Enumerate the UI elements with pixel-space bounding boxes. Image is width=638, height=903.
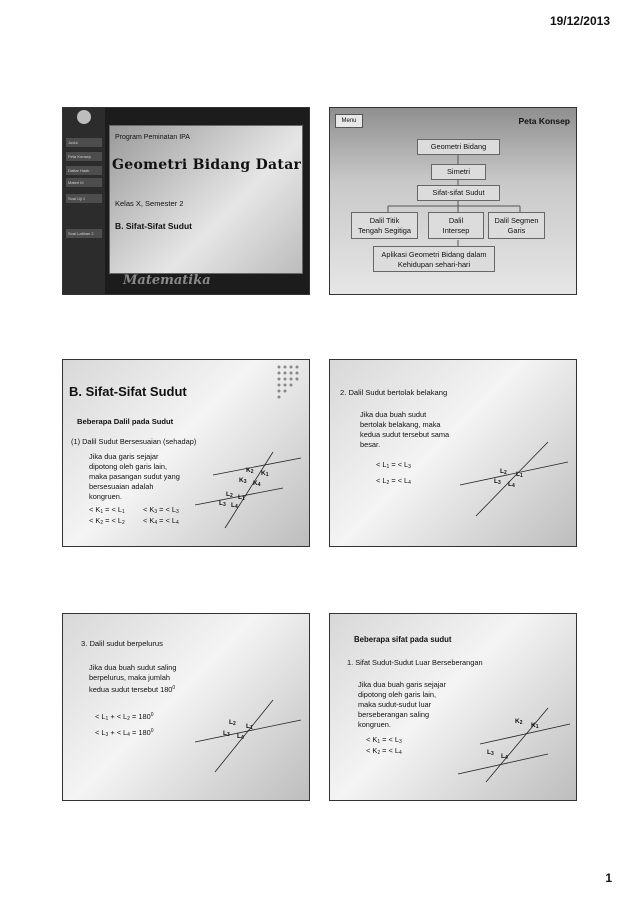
slide-dalil-berpelurus	[62, 613, 310, 801]
node-aplikasi-line2: Kehidupan sehari-hari	[397, 260, 471, 269]
angle-label: $L_1$	[516, 471, 523, 479]
node-dalil-segmen-line2: Garis	[507, 226, 526, 235]
angle-label: $K_4$	[253, 480, 261, 488]
angle-label: $L_4$	[508, 481, 515, 489]
slide-main-title: Geometri Bidang Datar	[112, 157, 302, 173]
text-line: kongruen.	[89, 492, 122, 501]
angle-label: $K_3$	[239, 477, 247, 485]
text-line: Jika dua buah garis sejajar	[358, 680, 446, 689]
equation: < $K_3$ = < $L_3$	[143, 505, 179, 515]
equation: < $K_2$ = < $L_4$	[366, 746, 402, 756]
logo-icon	[77, 110, 91, 124]
text-line: bertolak belakang, maka	[360, 420, 441, 429]
slide-heading: 2. Dalil Sudut bertolak belakang	[340, 388, 448, 397]
sidebar-item-judul[interactable]: Judul	[66, 138, 102, 147]
angle-label: $K_2$	[515, 718, 523, 726]
angle-label: $L_2$	[226, 491, 233, 499]
slide-sidebar	[63, 108, 105, 294]
item-heading: (1) Dalil Sudut Bersesuaian (sehadap)	[71, 437, 197, 446]
text-line: kongruen.	[358, 720, 391, 729]
slide-heading: B. Sifat-Sifat Sudut	[69, 384, 187, 399]
slide-heading: 3. Dalil sudut berpelurus	[81, 639, 163, 648]
equation: < $L_2$ = < $L_4$	[376, 476, 411, 486]
equation: < $K_1$ = < $L_3$	[366, 735, 402, 745]
text-line: Jika dua buah sudut saling	[89, 663, 177, 672]
slide-heading: Beberapa sifat pada sudut	[354, 635, 452, 644]
equation: < $K_4$ = < $L_4$	[143, 516, 179, 526]
angle-label: $L_4$	[237, 733, 244, 741]
text-line: kedua sudut tersebut sama	[360, 430, 450, 439]
angle-label: $K_1$	[261, 470, 269, 478]
sidebar-item-peta-konsep[interactable]: Peta Konsep	[66, 152, 102, 161]
node-sifat-sudut[interactable]: Sifat-sifat Sudut	[417, 185, 500, 201]
text-line: berseberangan saling	[358, 710, 430, 719]
angle-diagram	[193, 698, 303, 774]
kelas-label: Kelas X, Semester 2	[115, 199, 184, 208]
node-aplikasi-line1: Aplikasi Geometri Bidang dalam	[381, 250, 487, 259]
slide-dalil-bertolak-belakang	[329, 359, 577, 547]
text-line: besar.	[360, 440, 381, 449]
angle-label: $L_1$	[246, 723, 253, 731]
angle-label: $L_3$	[487, 749, 494, 757]
angle-label: $K_2$	[246, 467, 254, 475]
page-number: 1	[605, 871, 612, 885]
slide-peta-konsep	[329, 107, 577, 295]
footer-label: Matematika	[123, 273, 211, 288]
program-label: Program Peminatan IPA	[115, 134, 190, 141]
node-dalil-titik[interactable]	[351, 212, 418, 239]
text-line: bersesuaian adalah	[89, 482, 154, 491]
equation-main: < $L_1$ + < $L_2 = 180$	[95, 712, 151, 722]
angle-diagram	[458, 440, 570, 518]
angle-label: $L_4$	[231, 502, 238, 510]
slide-subheading: Beberapa Dalil pada Sudut	[77, 417, 174, 426]
sidebar-item-soal-uji[interactable]: Soal Uji 1	[66, 194, 102, 203]
angle-label: $L_3$	[219, 500, 226, 508]
node-aplikasi[interactable]	[373, 246, 495, 272]
node-dalil-titik-line1: Dalil Titik	[369, 216, 400, 225]
menu-button[interactable]: Menu	[335, 114, 363, 128]
slide-dalil-sehadap	[62, 359, 310, 547]
text-line: maka sudut-sudut luar	[358, 700, 432, 709]
node-geometri-bidang[interactable]: Geometri Bidang	[417, 139, 500, 155]
angle-label: $L_2$	[229, 719, 236, 727]
sidebar-item-daftar-hadir[interactable]: Daftar Hadir	[66, 166, 102, 175]
angle-diagram	[193, 450, 303, 530]
angle-label: $L_3$	[223, 730, 230, 738]
equation: < $L_3$ + < $L_4 = 180^0$	[95, 728, 154, 738]
node-dalil-titik-line2: Tengah Segitiga	[357, 226, 411, 235]
equation-main: < $L_3$ + < $L_4 = 180$	[95, 728, 151, 738]
item-heading: 1. Sifat Sudut-Sudut Luar Berseberangan	[347, 658, 483, 667]
sidebar-item-materi[interactable]: Materi III	[66, 178, 102, 187]
text-line-main: kedua sudut tersebut 180	[89, 685, 173, 694]
equation: < $K_2$ = < $L_2$	[89, 516, 125, 526]
text-line: maka pasangan sudut yang	[89, 472, 180, 481]
node-simetri[interactable]: Simetri	[431, 164, 486, 180]
text-line: kedua sudut tersebut $180^0$	[89, 685, 176, 694]
equation: < $L_1$ + < $L_2 = 180^0$	[95, 712, 154, 722]
angle-label: $L_3$	[494, 478, 501, 486]
equation: < $K_1$ = < $L_1$	[89, 505, 125, 515]
text-line: berpelurus, maka jumlah	[89, 673, 170, 682]
node-dalil-segmen-line1: Dalil Segmen	[494, 216, 539, 225]
slide-heading: Peta Konsep	[518, 116, 570, 126]
angle-diagram	[456, 704, 572, 784]
sidebar-item-soal-latihan[interactable]: Soal Latihan 2	[66, 229, 102, 238]
dot-grid-decoration	[275, 363, 305, 409]
angle-label: $K_1$	[531, 722, 539, 730]
angle-label: $L_4$	[501, 753, 508, 761]
slide-sifat-luar-berseberangan	[329, 613, 577, 801]
slide-title	[62, 107, 310, 295]
angle-label: $L_2$	[500, 468, 507, 476]
node-dalil-intersep-line1: Dalil	[448, 216, 464, 225]
text-line: dipotong oleh garis lain,	[358, 690, 437, 699]
node-dalil-segmen[interactable]	[488, 212, 545, 239]
text-line: dipotong oleh garis lain,	[89, 462, 168, 471]
text-line: Jika dua buah sudut	[360, 410, 427, 419]
document-date: 19/12/2013	[549, 14, 610, 28]
angle-label: $L_1$	[238, 494, 245, 502]
text-line: Jika dua garis sejajar	[89, 452, 159, 461]
node-dalil-intersep-line2: Intersep	[442, 226, 470, 235]
node-dalil-intersep[interactable]	[428, 212, 484, 239]
equation: < $L_1$ = < $L_3$	[376, 460, 411, 470]
section-label: B. Sifat-Sifat Sudut	[115, 221, 192, 231]
